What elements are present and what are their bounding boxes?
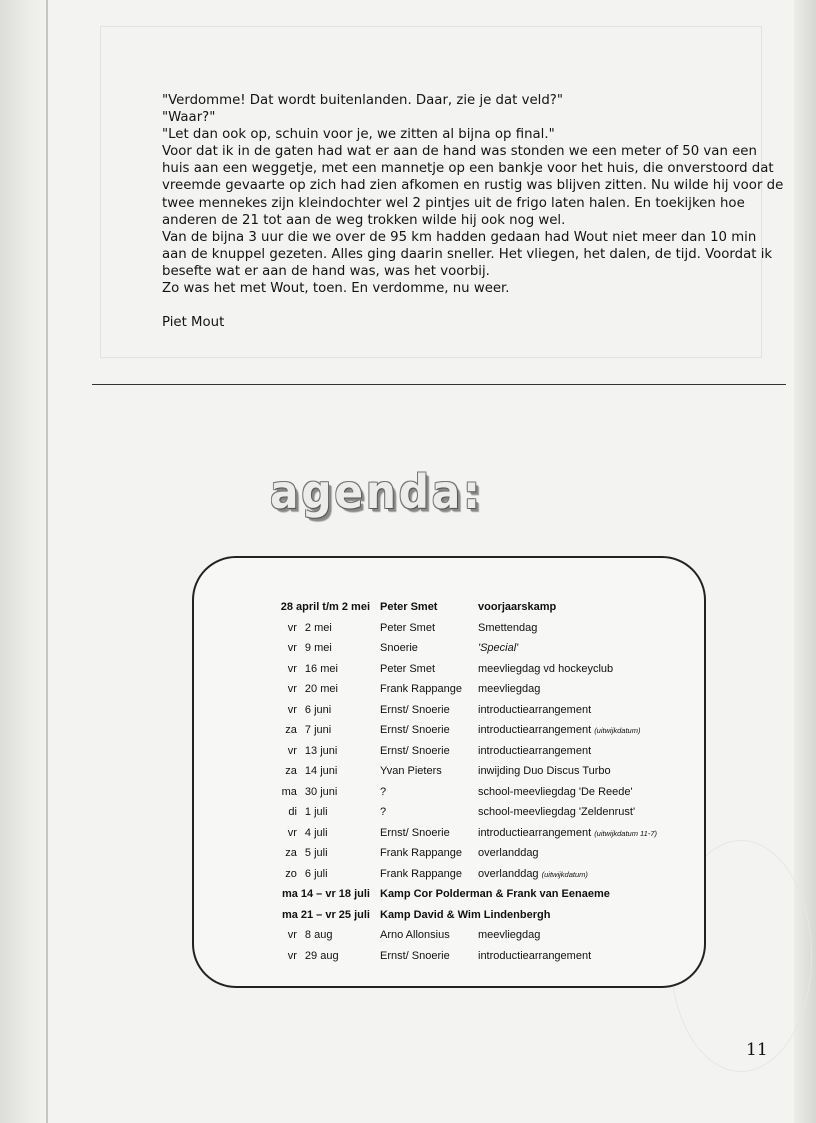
agenda-event-label: introductiearrangement (478, 744, 592, 757)
agenda-row (232, 679, 657, 700)
agenda-row (232, 925, 657, 946)
agenda-weekday: vr (287, 683, 297, 696)
story-line: Zo was het met Wout, toen. En verdomme, nu weer. (162, 281, 510, 297)
agenda-row (232, 597, 657, 618)
agenda-heading: agenda: (270, 465, 483, 519)
story-line: huis aan een weggetje, met een mannetje op een bankje voor het huis, die onverstoord dat (162, 161, 774, 177)
agenda-date: 13 juni (304, 744, 338, 757)
agenda-event (478, 618, 657, 639)
agenda-date: 20 mei (304, 683, 338, 696)
agenda-row (232, 802, 657, 823)
agenda-row (232, 823, 657, 844)
agenda-event (478, 700, 657, 721)
agenda-date: 30 juni (304, 785, 338, 798)
agenda-date: 29 aug (304, 949, 339, 962)
agenda-event-label: school-meevliegdag 'Zeldenrust' (478, 806, 636, 819)
story-line: vreemde gevaarte op zich had zien afkomen en rustig was blijven zitten. Nu wilde hij voor de (162, 178, 784, 194)
agenda-event (478, 761, 657, 782)
agenda-event-label: introductiearrangement (478, 703, 592, 716)
agenda-person: Kamp Cor Polderman & Frank van Eenaeme (380, 888, 610, 901)
agenda-weekday: vr (287, 642, 297, 655)
agenda-date: 2 mei (304, 621, 332, 634)
agenda-person: Frank Rappange (380, 867, 462, 880)
agenda-event-label: inwijding Duo Discus Turbo (478, 765, 611, 778)
agenda-row (232, 761, 657, 782)
story-line: "Waar?" (162, 110, 216, 126)
agenda-event (478, 659, 657, 680)
agenda-row (232, 659, 657, 680)
agenda-weekday: za (285, 765, 297, 778)
agenda-row (232, 638, 657, 659)
agenda-event-label: introductiearrangement (478, 826, 592, 839)
story-text (162, 92, 802, 331)
agenda-person: Frank Rappange (380, 683, 462, 696)
page-number: 11 (746, 1040, 768, 1060)
agenda-event-label: 'Special' (478, 642, 519, 655)
agenda-event (478, 946, 657, 967)
agenda-rows (232, 597, 657, 966)
agenda-event (478, 638, 657, 659)
agenda-event (478, 802, 657, 823)
agenda-event (478, 679, 657, 700)
agenda-person: Kamp David & Wim Lindenbergh (380, 908, 551, 921)
agenda-event (478, 925, 657, 946)
agenda-weekday: vr (287, 744, 297, 757)
page-edge (46, 0, 48, 1123)
agenda-event-label: overlanddag (478, 867, 539, 880)
agenda-date: 14 juni (304, 765, 338, 778)
agenda-row (232, 782, 657, 803)
agenda-event-label: school-meevliegdag 'De Reede' (478, 785, 633, 798)
agenda-person: Ernst/ Snoerie (380, 826, 450, 839)
page-binding-shadow (0, 0, 48, 1123)
agenda-person: Frank Rappange (380, 847, 462, 860)
agenda-date: 7 juni (304, 724, 332, 737)
story-line: Voor dat ik in de gaten had wat er aan de hand was stonden we een meter of 50 van een (162, 144, 757, 160)
agenda-weekday: vr (287, 621, 297, 634)
story-line: "Verdomme! Dat wordt buitenlanden. Daar, zie je dat veld?" (162, 93, 563, 108)
agenda-event (478, 720, 657, 741)
agenda-row (232, 905, 657, 926)
agenda-date: 16 mei (304, 662, 338, 675)
agenda-row (232, 720, 657, 741)
agenda-event-label: meevliegdag vd hockeyclub (478, 662, 614, 675)
agenda-note: (uitwijkdatum) (594, 726, 641, 736)
agenda-weekday: za (285, 847, 297, 860)
agenda-person: Ernst/ Snoerie (380, 949, 450, 962)
agenda-person: Ernst/ Snoerie (380, 703, 450, 716)
agenda-weekday: vr (287, 662, 297, 675)
agenda-row (232, 618, 657, 639)
agenda-event-label: introductiearrangement (478, 949, 592, 962)
story-line: "Let dan ook op, schuin voor je, we zitten al bijna op final." (162, 127, 555, 143)
story-line: besefte wat er aan de hand was, was het voorbij. (162, 263, 490, 279)
agenda-row (232, 741, 657, 762)
agenda-table (232, 597, 657, 966)
agenda-weekday: vr (287, 826, 297, 839)
agenda-event-label: introductiearrangement (478, 724, 592, 737)
agenda-date: 5 juli (304, 847, 328, 860)
agenda-date: 4 juli (304, 826, 328, 839)
agenda-date: 6 juli (304, 867, 328, 880)
agenda-person: Peter Smet (380, 662, 436, 675)
agenda-event-label: overlanddag (478, 847, 539, 860)
agenda-weekday: vr (287, 929, 297, 942)
agenda-event-label: Smettendag (478, 621, 538, 634)
agenda-date: 6 juni (304, 703, 332, 716)
agenda-person: Arno Allonsius (380, 929, 450, 942)
agenda-person: ? (380, 806, 387, 819)
agenda-date: 1 juli (304, 806, 328, 819)
agenda-date-range: ma 21 – vr 25 juli (281, 908, 370, 921)
agenda-event (478, 864, 657, 885)
agenda-weekday: za (285, 724, 297, 737)
agenda-person: Ernst/ Snoerie (380, 724, 450, 737)
agenda-person: Peter Smet (380, 601, 438, 614)
agenda-event (478, 843, 657, 864)
section-divider (92, 384, 786, 385)
agenda-row (232, 864, 657, 885)
agenda-row (232, 946, 657, 967)
agenda-weekday: vr (287, 949, 297, 962)
agenda-event: voorjaarskamp (478, 601, 557, 614)
agenda-weekday: ma (281, 785, 297, 798)
agenda-date: 9 mei (304, 642, 332, 655)
agenda-note: (uitwijkdatum) (541, 869, 588, 879)
agenda-row (232, 884, 657, 905)
agenda-date-range: 28 april t/m 2 mei (280, 601, 370, 614)
agenda-person: Ernst/ Snoerie (380, 744, 450, 757)
author-signature: Piet Mout (162, 315, 225, 331)
story-line: Van de bijna 3 uur die we over de 95 km hadden gedaan had Wout niet meer dan 10 min (162, 229, 757, 245)
agenda-person: Yvan Pieters (380, 765, 442, 778)
agenda-note: (uitwijkdatum 11-7) (594, 828, 657, 838)
agenda-person: ? (380, 785, 387, 798)
story-line: anderen de 21 tot aan de weg trokken wilde hij ook nog wel. (162, 212, 566, 228)
story-line: twee mennekes zijn kleindochter wel 2 pintjes uit de frigo laten halen. En toekijken hoe (162, 195, 745, 211)
agenda-person: Snoerie (380, 642, 418, 655)
agenda-person: Peter Smet (380, 621, 436, 634)
agenda-date: 8 aug (304, 929, 333, 942)
agenda-row (232, 843, 657, 864)
agenda-event (478, 741, 657, 762)
agenda-event (478, 823, 657, 844)
agenda-row (232, 700, 657, 721)
story-line: aan de knuppel gezeten. Alles ging daarin sneller. Het vliegen, het dalen, de tijd. Voordat ik (162, 246, 773, 262)
agenda-event-label: meevliegdag (478, 683, 541, 696)
agenda-event-label: meevliegdag (478, 929, 541, 942)
agenda-event (478, 782, 657, 803)
agenda-date-range: ma 14 – vr 18 juli (281, 888, 370, 901)
agenda-weekday: di (288, 806, 297, 819)
agenda-weekday: zo (285, 867, 297, 880)
agenda-weekday: vr (287, 703, 297, 716)
